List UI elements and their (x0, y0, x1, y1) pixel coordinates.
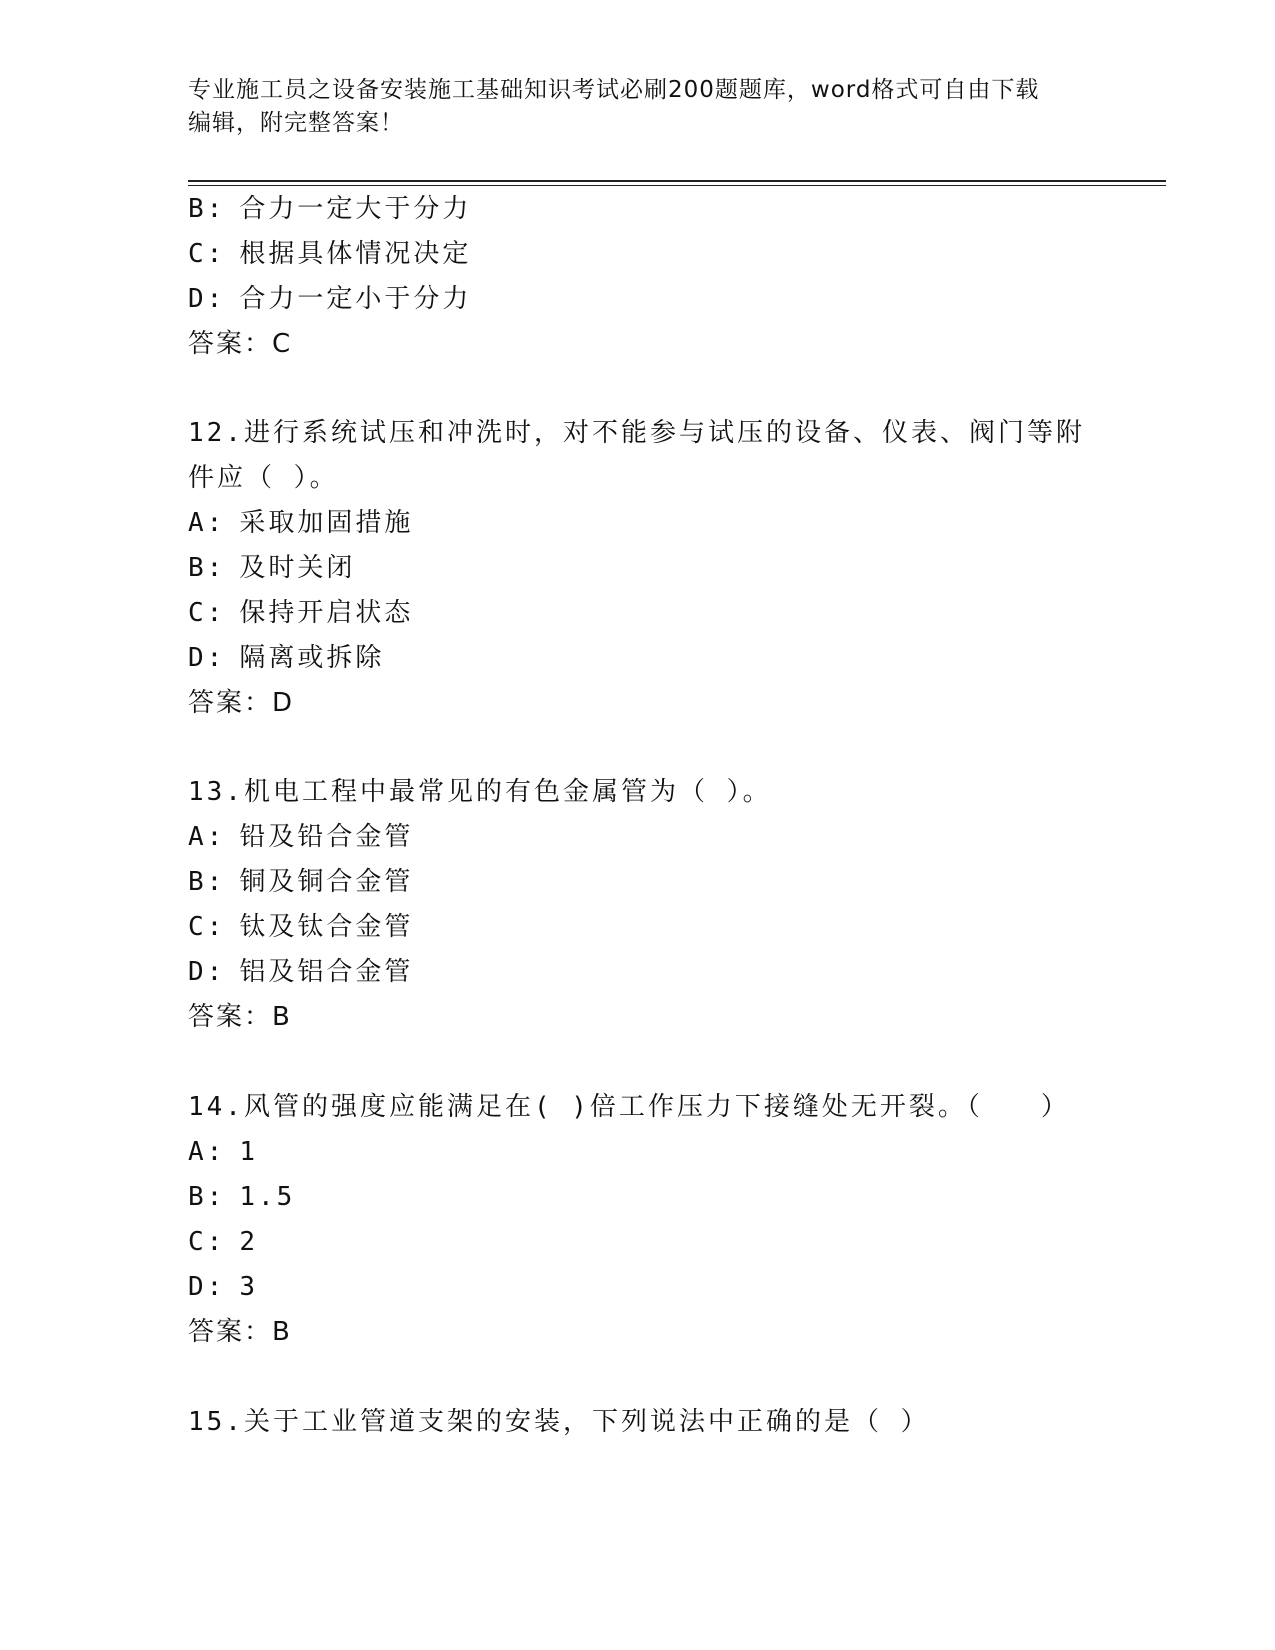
option-label: D: (188, 284, 226, 314)
q13-option-b (188, 865, 1108, 899)
q12-option-b (188, 551, 1108, 585)
option-label: C: (188, 912, 226, 942)
q14-option-b (188, 1180, 1108, 1214)
option-label: B: (188, 867, 226, 897)
option-label: A: (188, 508, 226, 538)
header-divider-thin (188, 185, 1166, 186)
option-label: B: (188, 1182, 226, 1212)
option-text: 3 (239, 1272, 258, 1302)
option-text: 钛及钛合金管 (239, 912, 414, 942)
header-line-2: 编辑，附完整答案！ (188, 110, 404, 136)
option-text: 铅及铅合金管 (239, 822, 414, 852)
option-label: B: (188, 553, 226, 583)
q14-option-a (188, 1135, 1108, 1169)
option-text: 根据具体情况决定 (239, 239, 472, 269)
q11-answer: 答案：C (188, 329, 293, 359)
q14-option-c (188, 1225, 1108, 1259)
document-header (188, 74, 1088, 140)
option-label: D: (188, 957, 226, 987)
q11-option-c (188, 237, 1108, 271)
header-divider-thick (188, 180, 1166, 182)
option-label: D: (188, 643, 226, 673)
q12-option-a (188, 506, 1108, 540)
q11-option-d (188, 282, 1108, 316)
option-label: C: (188, 239, 226, 269)
q13-option-a (188, 820, 1108, 854)
q14-answer: 答案：B (188, 1317, 292, 1347)
option-text: 铝及铝合金管 (239, 957, 414, 987)
q13-answer: 答案：B (188, 1002, 292, 1032)
q12-option-d (188, 641, 1108, 675)
q14-option-d (188, 1270, 1108, 1304)
option-label: C: (188, 598, 226, 628)
option-text: 合力一定小于分力 (239, 284, 472, 314)
option-text: 及时关闭 (239, 553, 356, 583)
option-label: B: (188, 194, 226, 224)
q12-option-c (188, 596, 1108, 630)
option-label: A: (188, 822, 226, 852)
q11-option-b (188, 192, 1108, 226)
q12-answer: 答案：D (188, 688, 295, 718)
option-text: 合力一定大于分力 (239, 194, 472, 224)
option-text: 2 (239, 1227, 258, 1257)
q14-stem-line-1: 14.风管的强度应能满足在( )倍工作压力下接缝处无开裂。（ ） (188, 1092, 1070, 1122)
option-label: A: (188, 1137, 226, 1167)
q15-stem-line-1: 15.关于工业管道支架的安装，下列说法中正确的是（ ） (188, 1407, 930, 1437)
q12-stem-line-2: 件应（ ）。 (188, 463, 339, 493)
option-text: 采取加固措施 (239, 508, 414, 538)
q13-option-d (188, 955, 1108, 989)
q13-option-c (188, 910, 1108, 944)
header-line-1: 专业施工员之设备安装施工基础知识考试必刷200题题库，word格式可自由下载 (188, 77, 1040, 103)
option-text: 保持开启状态 (239, 598, 414, 628)
option-label: C: (188, 1227, 226, 1257)
option-text: 铜及铜合金管 (239, 867, 414, 897)
option-text: 1.5 (239, 1182, 296, 1212)
option-text: 隔离或拆除 (239, 643, 385, 673)
option-label: D: (188, 1272, 226, 1302)
q13-stem-line-1: 13.机电工程中最常见的有色金属管为（ ）。 (188, 777, 772, 807)
q12-stem-line-1: 12.进行系统试压和冲洗时，对不能参与试压的设备、仪表、阀门等附 (188, 418, 1085, 448)
option-text: 1 (239, 1137, 258, 1167)
